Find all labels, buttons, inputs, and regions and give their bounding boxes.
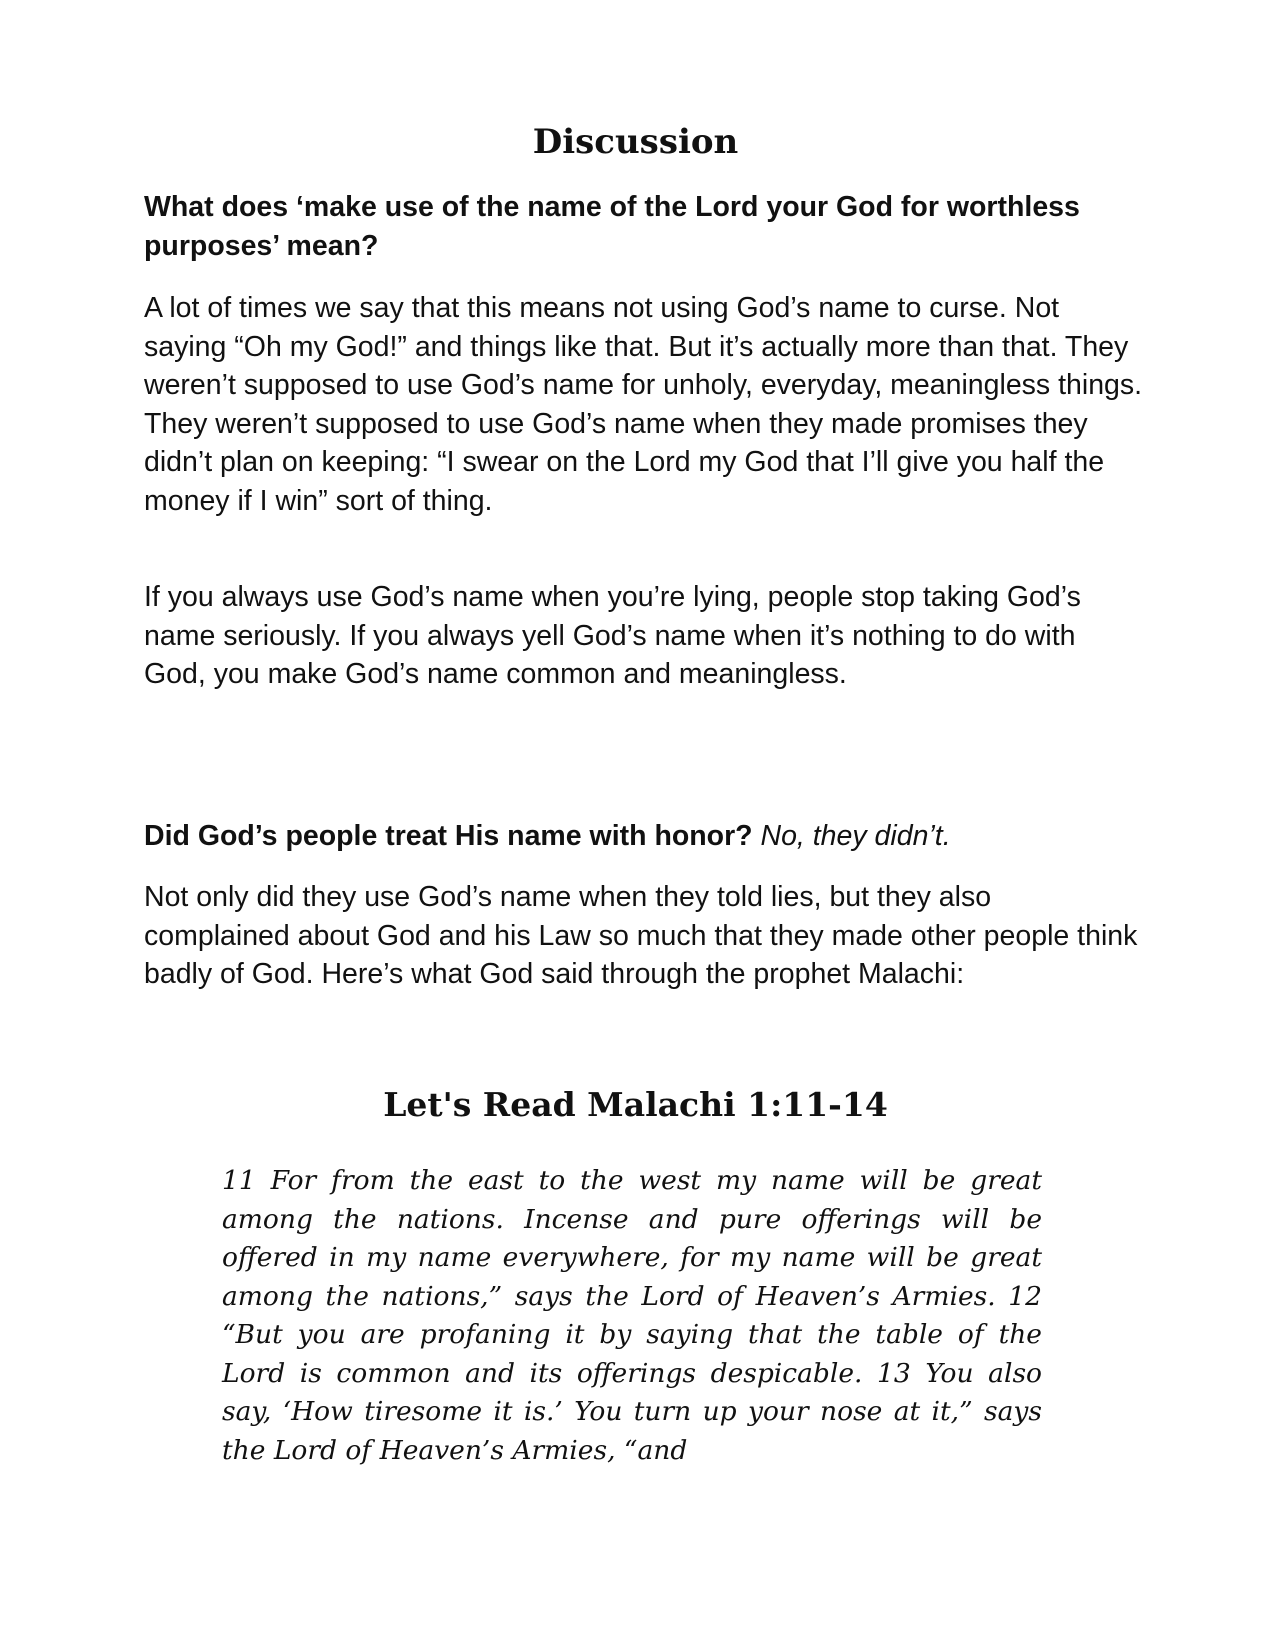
question-2-answer: No, they didn’t. <box>760 820 951 852</box>
question-2-text: Did God’s people treat His name with honor? <box>144 820 753 852</box>
reading-heading: Let's Read Malachi 1:11-14 <box>383 1085 888 1124</box>
page-title: Discussion <box>532 122 739 162</box>
discussion-question-1: What does ‘make use of the name of the Lord your God for worthless purposes’ mean? <box>144 191 1080 262</box>
answer-paragraph-1: A lot of times we say that this means not using God’s name to curse. Not saying “Oh my God!” and things like that. But it’s actually more than that. They weren’t supposed to use God’s name for unholy, everyday, meaningless things. They weren’t supposed to use God’s name when they made promises they didn’t plan on keeping: “I swear on the Lord my God that I’ll give you half the money if I win” sort of thing. <box>144 292 1143 517</box>
scripture-passage: 11 For from the east to the west my name will be great among the nations. Incense and pure offerings will be offered in my name everywhere, for my name will be great among the nations,” says the Lord of Heaven’s Armies. 12 “But you are profaning it by saying that the table of the Lord is common and its offerings despicable. 13 You also say, ‘How tiresome it is.’ You turn up your nose at it,” says the Lord of Heaven’s Armies, “and <box>222 1165 1042 1466</box>
discussion-question-2 <box>144 817 1144 856</box>
answer-paragraph-3: Not only did they use God’s name when they told lies, but they also complained about God and his Law so much that they made other people think badly of God. Here’s what God said through the prophet Malachi: <box>144 881 1138 990</box>
answer-paragraph-2: If you always use God’s name when you’re lying, people stop taking God’s name seriously. If you always yell God’s name when it’s nothing to do with God, you make God’s name common and meaningless. <box>144 581 1081 690</box>
